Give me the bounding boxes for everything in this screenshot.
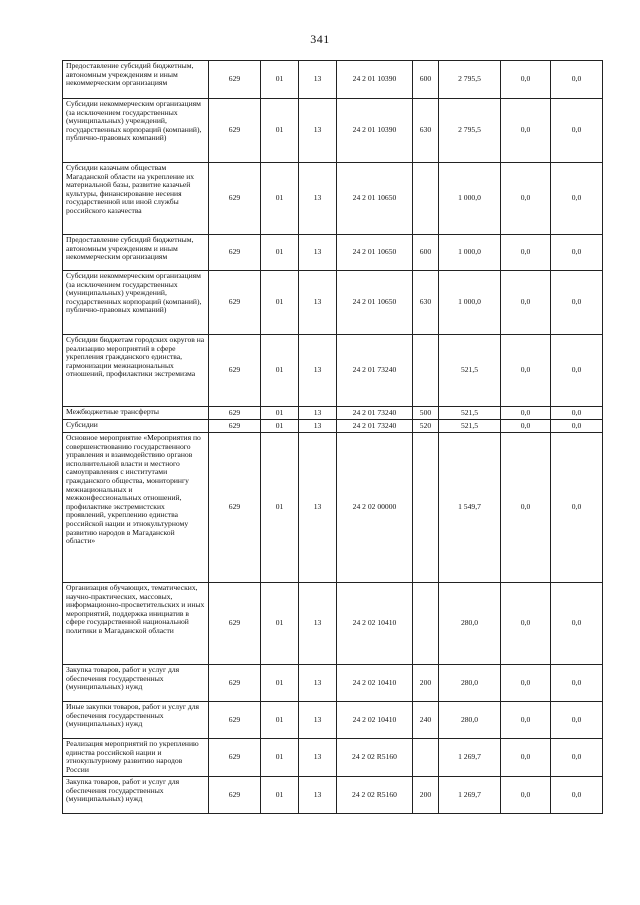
amount-year-2: 0,0 bbox=[501, 61, 551, 99]
row-name: Иные закупки товаров, работ и услуг для обеспечения государственных (муниципальных) нужд bbox=[63, 702, 209, 739]
section-code: 01 bbox=[261, 163, 299, 235]
target-article-code: 24 2 02 R5160 bbox=[337, 739, 413, 777]
amount-year-3: 0,0 bbox=[551, 335, 603, 407]
subsection-code: 13 bbox=[299, 407, 337, 420]
row-name: Основное мероприятие «Мероприятия по совершенствованию государственного управления и взаимодействию органов исполнительной власти и местного самоуправления с институтами гражданского общества, мониторингу межнациональных и межконфессиональных отношений, профилактике экстремистских проявлений, укреплению единства российской нации и этнокультурному развитию народов в Магаданской области» bbox=[63, 433, 209, 583]
amount-year-2: 0,0 bbox=[501, 335, 551, 407]
amount-year-3: 0,0 bbox=[551, 702, 603, 739]
subsection-code: 13 bbox=[299, 777, 337, 814]
ministry-code: 629 bbox=[209, 61, 261, 99]
target-article-code: 24 2 01 10650 bbox=[337, 163, 413, 235]
amount-year-1: 2 795,5 bbox=[439, 99, 501, 163]
amount-year-2: 0,0 bbox=[501, 99, 551, 163]
ministry-code: 629 bbox=[209, 777, 261, 814]
amount-year-1: 521,5 bbox=[439, 407, 501, 420]
amount-year-3: 0,0 bbox=[551, 583, 603, 665]
budget-table bbox=[62, 60, 603, 814]
expense-type-code: 200 bbox=[413, 665, 439, 702]
subsection-code: 13 bbox=[299, 739, 337, 777]
table-row bbox=[63, 433, 603, 583]
amount-year-3: 0,0 bbox=[551, 271, 603, 335]
expense-type-code: 240 bbox=[413, 702, 439, 739]
target-article-code: 24 2 01 73240 bbox=[337, 407, 413, 420]
subsection-code: 13 bbox=[299, 271, 337, 335]
row-name: Субсидии бюджетам городских округов на реализацию мероприятий в сфере укрепления гражданского единства, гармонизации межнациональных отношений, профилактики экстремизма bbox=[63, 335, 209, 407]
ministry-code: 629 bbox=[209, 702, 261, 739]
amount-year-3: 0,0 bbox=[551, 235, 603, 271]
amount-year-2: 0,0 bbox=[501, 407, 551, 420]
expense-type-code bbox=[413, 433, 439, 583]
expense-type-code: 600 bbox=[413, 235, 439, 271]
amount-year-1: 1 000,0 bbox=[439, 235, 501, 271]
ministry-code: 629 bbox=[209, 407, 261, 420]
amount-year-2: 0,0 bbox=[501, 163, 551, 235]
amount-year-3: 0,0 bbox=[551, 739, 603, 777]
amount-year-3: 0,0 bbox=[551, 665, 603, 702]
section-code: 01 bbox=[261, 61, 299, 99]
table-row bbox=[63, 665, 603, 702]
table-row bbox=[63, 271, 603, 335]
amount-year-2: 0,0 bbox=[501, 665, 551, 702]
amount-year-1: 1 269,7 bbox=[439, 739, 501, 777]
table-row bbox=[63, 61, 603, 99]
target-article-code: 24 2 02 10410 bbox=[337, 583, 413, 665]
section-code: 01 bbox=[261, 433, 299, 583]
amount-year-1: 280,0 bbox=[439, 702, 501, 739]
section-code: 01 bbox=[261, 99, 299, 163]
row-name: Реализация мероприятий по укреплению единства российской нации и этнокультурному развитию народов России bbox=[63, 739, 209, 777]
section-code: 01 bbox=[261, 235, 299, 271]
subsection-code: 13 bbox=[299, 335, 337, 407]
budget-table-body bbox=[63, 61, 603, 814]
expense-type-code: 600 bbox=[413, 61, 439, 99]
target-article-code: 24 2 02 10410 bbox=[337, 702, 413, 739]
amount-year-1: 521,5 bbox=[439, 420, 501, 433]
ministry-code: 629 bbox=[209, 665, 261, 702]
section-code: 01 bbox=[261, 335, 299, 407]
section-code: 01 bbox=[261, 583, 299, 665]
ministry-code: 629 bbox=[209, 99, 261, 163]
amount-year-2: 0,0 bbox=[501, 583, 551, 665]
subsection-code: 13 bbox=[299, 163, 337, 235]
amount-year-1: 1 269,7 bbox=[439, 777, 501, 814]
expense-type-code bbox=[413, 583, 439, 665]
section-code: 01 bbox=[261, 271, 299, 335]
subsection-code: 13 bbox=[299, 665, 337, 702]
row-name: Субсидии некоммерческим организациям (за исключением государственных (муниципальных) учреждений, государственных корпораций (компаний), публично-правовых компаний) bbox=[63, 271, 209, 335]
row-name: Предоставление субсидий бюджетным, автономным учреждениям и иным некоммерческим организациям bbox=[63, 61, 209, 99]
subsection-code: 13 bbox=[299, 583, 337, 665]
amount-year-2: 0,0 bbox=[501, 235, 551, 271]
table-row bbox=[63, 420, 603, 433]
row-name: Субсидии казачьим обществам Магаданской области на укрепление их материальной базы, развитие казачьей культуры, финансирование несения государственной или иной службы российского казачества bbox=[63, 163, 209, 235]
expense-type-code bbox=[413, 335, 439, 407]
amount-year-2: 0,0 bbox=[501, 433, 551, 583]
expense-type-code: 520 bbox=[413, 420, 439, 433]
target-article-code: 24 2 01 10650 bbox=[337, 235, 413, 271]
table-row bbox=[63, 739, 603, 777]
expense-type-code bbox=[413, 163, 439, 235]
target-article-code: 24 2 01 10650 bbox=[337, 271, 413, 335]
amount-year-2: 0,0 bbox=[501, 702, 551, 739]
amount-year-3: 0,0 bbox=[551, 61, 603, 99]
amount-year-2: 0,0 bbox=[501, 739, 551, 777]
section-code: 01 bbox=[261, 702, 299, 739]
amount-year-1: 1 000,0 bbox=[439, 163, 501, 235]
target-article-code: 24 2 02 R5160 bbox=[337, 777, 413, 814]
expense-type-code: 200 bbox=[413, 777, 439, 814]
section-code: 01 bbox=[261, 420, 299, 433]
amount-year-3: 0,0 bbox=[551, 99, 603, 163]
target-article-code: 24 2 01 10390 bbox=[337, 99, 413, 163]
table-row bbox=[63, 407, 603, 420]
target-article-code: 24 2 01 10390 bbox=[337, 61, 413, 99]
ministry-code: 629 bbox=[209, 739, 261, 777]
ministry-code: 629 bbox=[209, 433, 261, 583]
row-name: Межбюджетные трансферты bbox=[63, 407, 209, 420]
amount-year-1: 1 000,0 bbox=[439, 271, 501, 335]
target-article-code: 24 2 01 73240 bbox=[337, 335, 413, 407]
subsection-code: 13 bbox=[299, 235, 337, 271]
subsection-code: 13 bbox=[299, 433, 337, 583]
table-row bbox=[63, 583, 603, 665]
expense-type-code: 500 bbox=[413, 407, 439, 420]
table-row bbox=[63, 99, 603, 163]
amount-year-2: 0,0 bbox=[501, 777, 551, 814]
table-row bbox=[63, 702, 603, 739]
ministry-code: 629 bbox=[209, 271, 261, 335]
row-name: Субсидии некоммерческим организациям (за исключением государственных (муниципальных) учреждений, государственных корпораций (компаний), публично-правовых компаний) bbox=[63, 99, 209, 163]
section-code: 01 bbox=[261, 665, 299, 702]
table-row bbox=[63, 335, 603, 407]
target-article-code: 24 2 02 00000 bbox=[337, 433, 413, 583]
amount-year-1: 280,0 bbox=[439, 583, 501, 665]
expense-type-code: 630 bbox=[413, 99, 439, 163]
amount-year-3: 0,0 bbox=[551, 163, 603, 235]
table-row bbox=[63, 777, 603, 814]
section-code: 01 bbox=[261, 739, 299, 777]
subsection-code: 13 bbox=[299, 61, 337, 99]
section-code: 01 bbox=[261, 407, 299, 420]
section-code: 01 bbox=[261, 777, 299, 814]
subsection-code: 13 bbox=[299, 702, 337, 739]
amount-year-1: 280,0 bbox=[439, 665, 501, 702]
ministry-code: 629 bbox=[209, 335, 261, 407]
ministry-code: 629 bbox=[209, 235, 261, 271]
amount-year-1: 2 795,5 bbox=[439, 61, 501, 99]
table-row bbox=[63, 163, 603, 235]
amount-year-2: 0,0 bbox=[501, 271, 551, 335]
target-article-code: 24 2 02 10410 bbox=[337, 665, 413, 702]
table-row bbox=[63, 235, 603, 271]
amount-year-3: 0,0 bbox=[551, 420, 603, 433]
expense-type-code bbox=[413, 739, 439, 777]
amount-year-3: 0,0 bbox=[551, 407, 603, 420]
subsection-code: 13 bbox=[299, 420, 337, 433]
row-name: Закупка товаров, работ и услуг для обеспечения государственных (муниципальных) нужд bbox=[63, 777, 209, 814]
amount-year-3: 0,0 bbox=[551, 433, 603, 583]
row-name: Предоставление субсидий бюджетным, автономным учреждениям и иным некоммерческим организациям bbox=[63, 235, 209, 271]
expense-type-code: 630 bbox=[413, 271, 439, 335]
target-article-code: 24 2 01 73240 bbox=[337, 420, 413, 433]
ministry-code: 629 bbox=[209, 163, 261, 235]
subsection-code: 13 bbox=[299, 99, 337, 163]
row-name: Организация обучающих, тематических, научно-практических, массовых, информационно-просветительских и иных мероприятий, поддержка инициатив в сфере государственной национальной политики в Магаданской области bbox=[63, 583, 209, 665]
amount-year-2: 0,0 bbox=[501, 420, 551, 433]
amount-year-1: 1 549,7 bbox=[439, 433, 501, 583]
row-name: Закупка товаров, работ и услуг для обеспечения государственных (муниципальных) нужд bbox=[63, 665, 209, 702]
amount-year-3: 0,0 bbox=[551, 777, 603, 814]
ministry-code: 629 bbox=[209, 583, 261, 665]
row-name: Субсидии bbox=[63, 420, 209, 433]
page-number: 341 bbox=[310, 32, 330, 46]
ministry-code: 629 bbox=[209, 420, 261, 433]
amount-year-1: 521,5 bbox=[439, 335, 501, 407]
